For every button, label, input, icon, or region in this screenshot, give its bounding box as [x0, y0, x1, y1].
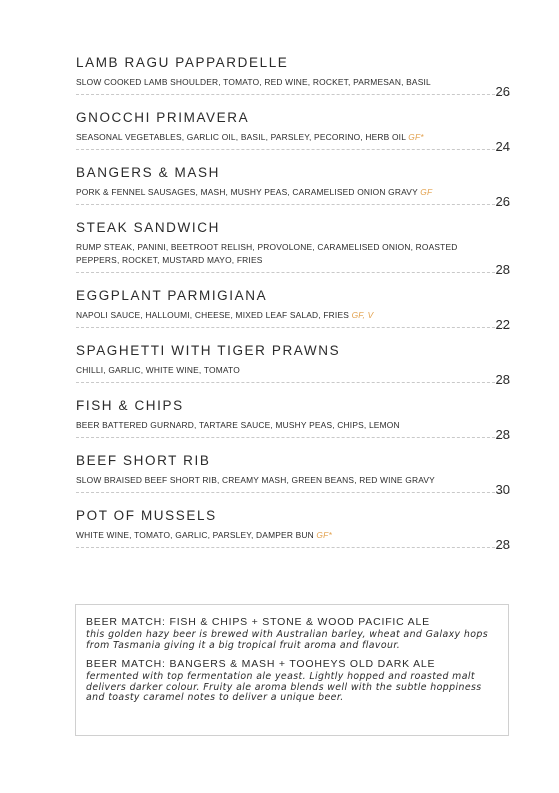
- menu-item-row: [76, 529, 510, 552]
- menu-item-desc-text: SLOW BRAISED BEEF SHORT RIB, CREAMY MASH, GREEN BEANS, RED WINE GRAVY: [76, 475, 435, 485]
- menu-item-row: [76, 364, 510, 387]
- menu-item-name: FISH & CHIPS: [76, 398, 184, 413]
- menu-item-row: [76, 419, 510, 442]
- menu-item-row: [76, 131, 510, 154]
- menu-item-desc-text: NAPOLI SAUCE, HALLOUMI, CHEESE, MIXED LEAF SALAD, FRIES: [76, 310, 352, 320]
- menu-item-price: 26: [495, 194, 510, 209]
- beer-match-description: this golden hazy beer is brewed with Australian barley, wheat and Galaxy hops from Tasmania giving it a big tropical fruit aroma and flavour.: [86, 629, 488, 651]
- menu-item: [76, 397, 510, 442]
- menu-item-name: POT OF MUSSELS: [76, 508, 217, 523]
- menu-item-description: [76, 309, 488, 322]
- menu-item-desc-text: WHITE WINE, TOMATO, GARLIC, PARSLEY, DAMPER BUN: [76, 530, 317, 540]
- menu-item-price: 26: [495, 84, 510, 99]
- menu-item-desc-text: BEER BATTERED GURNARD, TARTARE SAUCE, MUSHY PEAS, CHIPS, LEMON: [76, 420, 400, 430]
- menu-item-desc-text: SEASONAL VEGETABLES, GARLIC OIL, BASIL, PARSLEY, PECORINO, HERB OIL: [76, 132, 409, 142]
- menu-list: [76, 54, 510, 562]
- beer-match-title: BEER MATCH: BANGERS & MASH + TOOHEYS OLD DARK ALE: [86, 658, 436, 670]
- menu-item-desc-text: CHILLI, GARLIC, WHITE WINE, TOMATO: [76, 365, 240, 375]
- menu-item-price: 28: [495, 427, 510, 442]
- menu-item: [76, 507, 510, 552]
- beer-match-title: BEER MATCH: FISH & CHIPS + STONE & WOOD PACIFIC ALE: [86, 616, 430, 628]
- menu-item: [76, 164, 510, 209]
- menu-item-name: BANGERS & MASH: [76, 165, 220, 180]
- menu-item-description: [76, 529, 488, 542]
- menu-item-row: [76, 186, 510, 209]
- menu-item-price: 22: [495, 317, 510, 332]
- menu-item-price: 28: [495, 537, 510, 552]
- beer-match-description: fermented with top fermentation ale yeast. Lightly hopped and roasted malt delivers darker colour. Fruity ale aroma blends well with the subtle hoppiness and toasty caramel notes to deliver a unique beer.: [86, 671, 482, 703]
- menu-item: [76, 452, 510, 497]
- beer-match-box: [75, 604, 509, 736]
- dietary-tag: GF, V: [351, 310, 374, 320]
- menu-item: [76, 342, 510, 387]
- menu-item-price: 28: [495, 372, 510, 387]
- menu-item-description: [76, 474, 488, 487]
- menu-item-price: 28: [495, 262, 510, 277]
- menu-item-desc-text: SLOW COOKED LAMB SHOULDER, TOMATO, RED WINE, ROCKET, PARMESAN, BASIL: [76, 77, 431, 87]
- menu-item-name: EGGPLANT PARMIGIANA: [76, 288, 268, 303]
- menu-item-row: [76, 474, 510, 497]
- dietary-tag: GF: [420, 187, 433, 197]
- menu-item-description: [76, 131, 488, 144]
- menu-item: [76, 54, 510, 99]
- menu-item-row: [76, 309, 510, 332]
- dietary-tag: GF*: [316, 530, 332, 540]
- beer-match: [86, 615, 498, 651]
- beer-match: [86, 657, 498, 704]
- menu-item-description: [76, 186, 488, 199]
- menu-item-name: BEEF SHORT RIB: [76, 453, 211, 468]
- menu-item-row: [76, 76, 510, 99]
- menu-item: [76, 287, 510, 332]
- menu-item-description: [76, 241, 488, 267]
- dietary-tag: GF*: [408, 132, 424, 142]
- menu-item-desc-text: PORK & FENNEL SAUSAGES, MASH, MUSHY PEAS, CARAMELISED ONION GRAVY: [76, 187, 421, 197]
- menu-item-desc-text: RUMP STEAK, PANINI, BEETROOT RELISH, PROVOLONE, CARAMELISED ONION, ROASTED PEPPERS, ROCKET, MUSTARD MAYO, FRIES: [76, 242, 458, 265]
- menu-item-price: 24: [495, 139, 510, 154]
- menu-item-name: GNOCCHI PRIMAVERA: [76, 110, 250, 125]
- menu-item-description: [76, 364, 488, 377]
- menu-item-description: [76, 76, 488, 89]
- menu-item: [76, 109, 510, 154]
- menu-item-description: [76, 419, 488, 432]
- menu-item: [76, 219, 510, 277]
- menu-item-price: 30: [495, 482, 510, 497]
- menu-item-row: [76, 241, 510, 277]
- menu-item-name: LAMB RAGU PAPPARDELLE: [76, 55, 289, 70]
- menu-item-name: SPAGHETTI WITH TIGER PRAWNS: [76, 343, 341, 358]
- menu-item-name: STEAK SANDWICH: [76, 220, 220, 235]
